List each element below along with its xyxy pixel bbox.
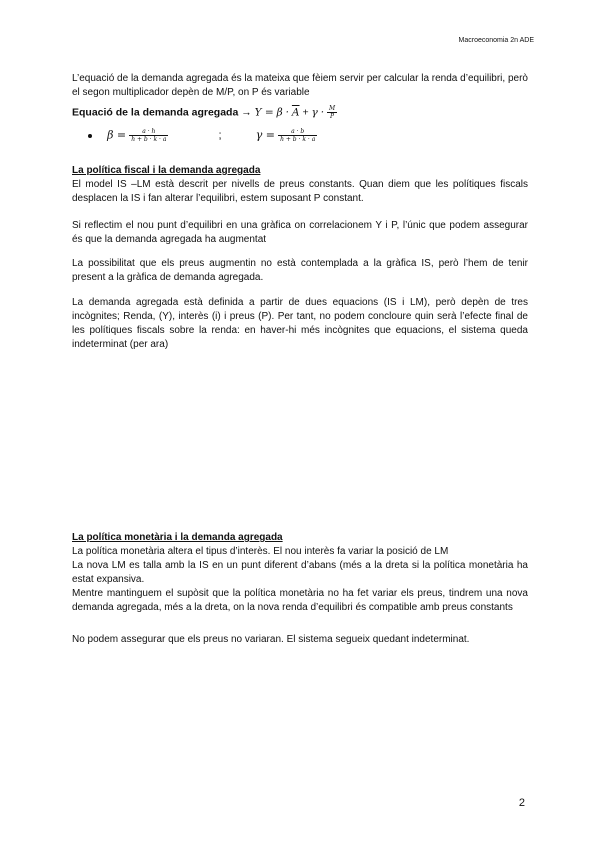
equation-label: Equació de la demanda agregada [72,106,239,119]
fiscal-paragraph-4: La demanda agregada està definida a partir de dues equacions (IS i LM), però depèn de tres incògnites; Renda, (Y), interès (i) i preus (P). Per tant, no podem concloure quin serà l’efecte final de les polítiques fiscals sobre la renda: en haver-hi més incògnites que equacions, el sistema queda indeterminat (per ara) [72,297,528,350]
monetary-line-1: La política monetària altera el tipus d’interès. El nou interès fa variar la posició de LM [72,546,449,557]
autonomous-spending-symbol: $\overline{A}$ [291,106,300,119]
gamma-fraction: $\frac{a \cdot b}{h + b \cdot k \cdot a}$ [280,128,316,143]
page-header: Macroeconomia 2n ADE [458,37,534,44]
money-price-fraction: $\frac{M}{P}$ [328,105,336,120]
monetary-line-3: Mentre mantinguem el supòsit que la política monetària no ha fet variar els preus, tindrem una nova demanda agregada, més a la dreta, on la nova renda d’equilibri és compatible amb preus constants [72,588,528,613]
beta-fraction: $\frac{a \cdot h}{h + b \cdot k \cdot a}$ [131,128,167,143]
fiscal-section-title: La política fiscal i la demanda agregada [72,165,261,176]
intro-paragraph: L’equació de la demanda agregada és la mateixa que fèiem servir per calcular la renda d’equilibri, però el segon multiplicador depèn de M/P, on P és variable [72,73,528,98]
page-number: 2 [518,797,525,809]
monetary-line-2: La nova LM es talla amb la IS en un punt diferent d’abans (més a la dreta si la política monetària ha estat expansiva. [72,560,528,585]
bullet-icon [88,134,92,138]
monetary-section-title: La política monetària i la demanda agregada [72,532,283,543]
coefficient-definitions: β = $\frac{a \cdot h}{h + b \cdot k \cdot a}$ ; γ = $\frac{a \cdot b}{h + b \cdot k \cdot a}$ [88,128,317,143]
monetary-line-4: No podem assegurar que els preus no variaran. El sistema segueix quedant indeterminat. [72,634,470,645]
fiscal-paragraph-2: Si reflectim el nou punt d’equilibri en una gràfica on correlacionem Y i P, l’únic que podem assegurar és que la demanda agregada ha augmentat [72,220,528,245]
fiscal-paragraph-3: La possibilitat que els preus augmentin no està contemplada a la gràfica IS, però l’hem de tenir present a la gràfica de demanda agregada. [72,258,528,283]
aggregate-demand-equation: Equació de la demanda agregada → $Y = \beta \cdot \overline{A} + \gamma$ · $\frac{M}{P}$ [72,105,336,120]
fiscal-paragraph-1: El model IS –LM està descrit per nivells de preus constants. Quan diem que les polítiques fiscals desplacen la IS i fan alterar l’equilibri, estem suposant P constant. [72,179,528,204]
